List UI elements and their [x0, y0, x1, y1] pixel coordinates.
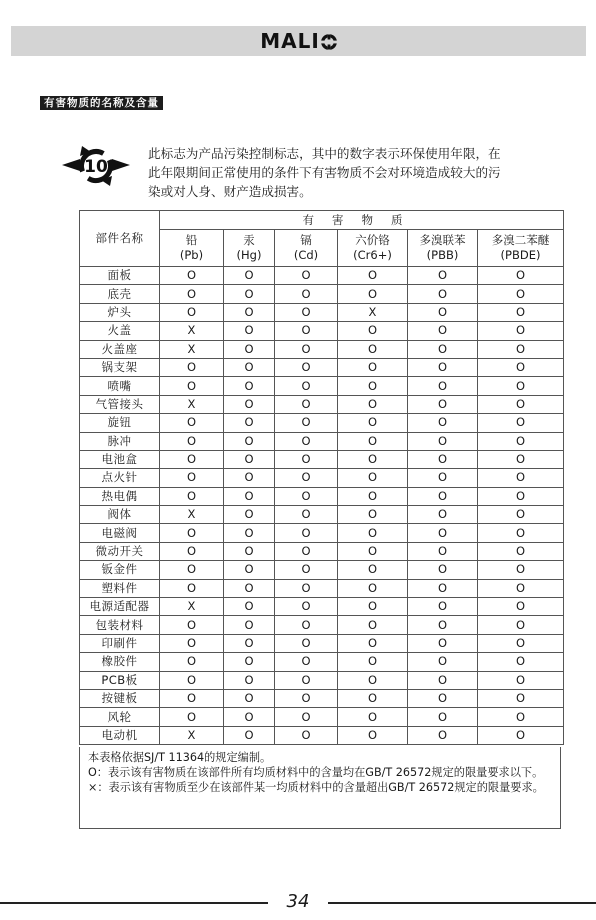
substance-value-cell: O [478, 634, 564, 652]
part-name-cell: 底壳 [80, 285, 160, 303]
substance-value-cell: O [338, 506, 408, 524]
table-row [80, 487, 564, 505]
table-row [80, 671, 564, 689]
intro-line-2: 此年限期间正常使用的条件下有害物质不会对环境造成较大的污 [148, 165, 501, 180]
part-name-cell: 按键板 [80, 689, 160, 707]
substance-value-cell: O [478, 579, 564, 597]
table-row [80, 450, 564, 468]
substance-value-cell: O [478, 469, 564, 487]
substance-value-cell: O [160, 653, 224, 671]
substance-value-cell: O [160, 432, 224, 450]
part-name-cell: 电磁阀 [80, 524, 160, 542]
substance-value-cell: O [478, 432, 564, 450]
table-row [80, 561, 564, 579]
substance-value-cell: O [224, 653, 275, 671]
substance-value-cell: O [408, 432, 478, 450]
substance-value-cell: O [408, 303, 478, 321]
table-row [80, 689, 564, 707]
note-x-meaning: ×：表示该有害物质至少在该部件某一均质材料中的含量超出GB/T 26572规定的限量要求。 [88, 780, 544, 794]
substance-value-cell: O [224, 524, 275, 542]
substance-value-cell: O [224, 303, 275, 321]
substance-value-cell: X [338, 303, 408, 321]
substance-value-cell: O [275, 322, 338, 340]
substance-value-cell: O [478, 450, 564, 468]
intro-paragraph [148, 144, 566, 201]
substance-header-3 [338, 230, 408, 267]
header-bar [11, 26, 586, 56]
substance-name: 镉 [300, 233, 312, 247]
substance-header-5 [478, 230, 564, 267]
substance-name: 汞 [243, 233, 255, 247]
substance-value-cell: O [275, 726, 338, 744]
substance-symbol: (Cd) [293, 248, 319, 262]
substance-value-cell: O [275, 616, 338, 634]
substance-value-cell: O [478, 671, 564, 689]
table-row [80, 634, 564, 652]
substance-value-cell: O [275, 506, 338, 524]
substance-value-cell: O [160, 414, 224, 432]
substance-value-cell: X [160, 726, 224, 744]
substance-value-cell: O [224, 561, 275, 579]
substance-value-cell: O [408, 322, 478, 340]
substance-value-cell: O [478, 340, 564, 358]
table-row [80, 267, 564, 285]
substance-value-cell: O [224, 450, 275, 468]
substance-value-cell: O [408, 340, 478, 358]
substance-value-cell: O [408, 616, 478, 634]
section-title: 有害物质的名称及含量 [40, 96, 163, 110]
part-name-cell: 锅支架 [80, 358, 160, 376]
brand-logo [11, 29, 586, 53]
table-row [80, 726, 564, 744]
substance-value-cell: O [478, 303, 564, 321]
parts-column-header: 部件名称 [80, 211, 160, 267]
table-row [80, 414, 564, 432]
table-row [80, 598, 564, 616]
substance-value-cell: O [478, 542, 564, 560]
substance-value-cell: O [338, 653, 408, 671]
part-name-cell: 阀体 [80, 506, 160, 524]
substance-value-cell: O [478, 726, 564, 744]
substance-value-cell: O [224, 616, 275, 634]
substance-value-cell: O [338, 598, 408, 616]
table-row [80, 524, 564, 542]
substance-value-cell: O [408, 542, 478, 560]
substance-value-cell: O [338, 377, 408, 395]
substance-value-cell: O [275, 579, 338, 597]
substance-value-cell: O [160, 689, 224, 707]
substance-value-cell: O [478, 653, 564, 671]
substance-header-4 [408, 230, 478, 267]
part-name-cell: 电动机 [80, 726, 160, 744]
substance-value-cell: O [408, 579, 478, 597]
substance-header-2 [275, 230, 338, 267]
substances-group-header: 有害物质 [160, 211, 564, 230]
part-name-cell: 旋钮 [80, 414, 160, 432]
table-row [80, 616, 564, 634]
substance-value-cell: O [275, 487, 338, 505]
substance-value-cell: O [275, 653, 338, 671]
substance-value-cell: O [224, 414, 275, 432]
substance-value-cell: O [338, 524, 408, 542]
substance-value-cell: O [224, 542, 275, 560]
substance-value-cell: O [275, 450, 338, 468]
efup-years-label: 10 [84, 157, 108, 177]
substance-value-cell: O [224, 487, 275, 505]
substance-value-cell: O [408, 653, 478, 671]
substance-value-cell: O [224, 322, 275, 340]
substance-value-cell: O [478, 322, 564, 340]
table-row [80, 579, 564, 597]
substance-value-cell: O [478, 524, 564, 542]
substance-value-cell: O [478, 598, 564, 616]
substance-value-cell: X [160, 340, 224, 358]
substance-value-cell: O [275, 358, 338, 376]
part-name-cell: PCB板 [80, 671, 160, 689]
substance-value-cell: O [408, 377, 478, 395]
substance-value-cell: O [275, 542, 338, 560]
substance-value-cell: O [478, 616, 564, 634]
part-name-cell: 风轮 [80, 708, 160, 726]
part-name-cell: 炉头 [80, 303, 160, 321]
substance-value-cell: O [160, 542, 224, 560]
substance-value-cell: O [408, 726, 478, 744]
substance-value-cell: O [275, 395, 338, 413]
substance-value-cell: O [275, 634, 338, 652]
table-row [80, 542, 564, 560]
hazardous-substances-table [79, 210, 564, 745]
substance-value-cell: X [160, 395, 224, 413]
substance-value-cell: O [275, 708, 338, 726]
substance-value-cell: O [338, 450, 408, 468]
substance-value-cell: O [338, 267, 408, 285]
substance-value-cell: O [478, 689, 564, 707]
substance-header-1 [224, 230, 275, 267]
substance-value-cell: O [408, 634, 478, 652]
part-name-cell: 电源适配器 [80, 598, 160, 616]
substance-value-cell: O [160, 524, 224, 542]
substance-value-cell: O [338, 358, 408, 376]
substance-value-cell: X [160, 322, 224, 340]
substance-value-cell: O [275, 671, 338, 689]
substance-value-cell: O [275, 469, 338, 487]
table-notes [79, 747, 561, 829]
footer-rule-left [0, 902, 268, 904]
substance-value-cell: O [338, 542, 408, 560]
substance-value-cell: O [224, 506, 275, 524]
substance-value-cell: O [224, 395, 275, 413]
brand-mark-icon [321, 34, 337, 50]
substance-symbol: (PBB) [426, 248, 459, 262]
substance-symbol: (Hg) [236, 248, 262, 262]
note-basis: 本表格依据SJ/T 11364的规定编制。 [88, 751, 272, 764]
substance-value-cell: O [224, 267, 275, 285]
substance-value-cell: O [338, 708, 408, 726]
substance-value-cell: O [275, 524, 338, 542]
substance-value-cell: O [224, 671, 275, 689]
substance-value-cell: O [224, 726, 275, 744]
substance-value-cell: O [338, 634, 408, 652]
substance-symbol: (Pb) [179, 248, 204, 262]
substance-value-cell: O [224, 340, 275, 358]
intro-line-3: 染或对人身、财产造成损害。 [148, 184, 312, 199]
substance-value-cell: O [408, 708, 478, 726]
table-row [80, 653, 564, 671]
substance-value-cell: O [338, 322, 408, 340]
substance-value-cell: O [275, 285, 338, 303]
substance-value-cell: O [275, 267, 338, 285]
substance-value-cell: O [478, 285, 564, 303]
substance-value-cell: O [478, 267, 564, 285]
part-name-cell: 钣金件 [80, 561, 160, 579]
substance-value-cell: O [478, 561, 564, 579]
substance-value-cell: O [160, 303, 224, 321]
substance-value-cell: O [275, 689, 338, 707]
substance-value-cell: O [478, 395, 564, 413]
substance-value-cell: O [160, 671, 224, 689]
substance-value-cell: O [275, 432, 338, 450]
substance-name: 多溴联苯 [419, 233, 466, 247]
substance-value-cell: O [408, 450, 478, 468]
substance-value-cell: O [224, 285, 275, 303]
part-name-cell: 面板 [80, 267, 160, 285]
substance-value-cell: O [338, 285, 408, 303]
substance-value-cell: O [224, 358, 275, 376]
table-header-row [80, 211, 564, 230]
part-name-cell: 微动开关 [80, 542, 160, 560]
table-row [80, 303, 564, 321]
substance-value-cell: O [408, 671, 478, 689]
substance-value-cell: O [224, 708, 275, 726]
substance-value-cell: O [408, 689, 478, 707]
substance-value-cell: O [408, 598, 478, 616]
substance-value-cell: X [160, 598, 224, 616]
table-body [80, 267, 564, 745]
substance-value-cell: O [224, 689, 275, 707]
table-row [80, 358, 564, 376]
substance-value-cell: O [160, 634, 224, 652]
substance-value-cell: O [338, 469, 408, 487]
substance-value-cell: O [408, 395, 478, 413]
substance-value-cell: O [478, 414, 564, 432]
substance-name: 多溴二苯醚 [491, 233, 550, 247]
part-name-cell: 热电偶 [80, 487, 160, 505]
substance-value-cell: O [160, 579, 224, 597]
substance-symbol: (Cr6+) [353, 248, 392, 262]
page-number: 34 [286, 891, 310, 912]
substance-value-cell: O [160, 285, 224, 303]
substance-value-cell: O [224, 598, 275, 616]
substance-value-cell: O [224, 377, 275, 395]
table-row [80, 285, 564, 303]
substance-name: 铅 [185, 233, 198, 247]
substance-value-cell: O [275, 561, 338, 579]
substance-value-cell: O [275, 414, 338, 432]
substance-value-cell: O [338, 395, 408, 413]
substance-value-cell: O [160, 469, 224, 487]
substance-value-cell: O [408, 469, 478, 487]
substance-value-cell: O [408, 285, 478, 303]
substance-value-cell: X [160, 506, 224, 524]
substance-value-cell: O [160, 450, 224, 468]
substance-value-cell: O [478, 506, 564, 524]
part-name-cell: 脉冲 [80, 432, 160, 450]
table-row [80, 340, 564, 358]
table-row [80, 377, 564, 395]
substance-value-cell: O [160, 561, 224, 579]
footer-rule-right [328, 902, 596, 904]
substance-value-cell: O [338, 561, 408, 579]
substance-value-cell: O [275, 340, 338, 358]
substance-value-cell: O [160, 377, 224, 395]
note-o-meaning: O：表示该有害物质在该部件所有均质材料中的含量均在GB/T 26572规定的限量要求以下。 [88, 765, 544, 779]
substance-value-cell: O [160, 616, 224, 634]
substance-value-cell: O [408, 561, 478, 579]
part-name-cell: 喷嘴 [80, 377, 160, 395]
substance-value-cell: O [408, 506, 478, 524]
substance-value-cell: O [338, 414, 408, 432]
intro-line-1: 此标志为产品污染控制标志，其中的数字表示环保使用年限，在 [148, 146, 501, 161]
substance-value-cell: O [338, 616, 408, 634]
table-row [80, 322, 564, 340]
substance-value-cell: O [338, 726, 408, 744]
table-row [80, 432, 564, 450]
table-row [80, 506, 564, 524]
substance-value-cell: O [224, 579, 275, 597]
substance-symbol: (PBDE) [500, 248, 541, 262]
substance-value-cell: O [478, 358, 564, 376]
part-name-cell: 点火针 [80, 469, 160, 487]
substance-value-cell: O [478, 708, 564, 726]
substance-value-cell: O [338, 689, 408, 707]
part-name-cell: 塑料件 [80, 579, 160, 597]
substance-value-cell: O [275, 377, 338, 395]
substance-value-cell: O [408, 267, 478, 285]
part-name-cell: 火盖 [80, 322, 160, 340]
substance-value-cell: O [160, 267, 224, 285]
part-name-cell: 印刷件 [80, 634, 160, 652]
substance-value-cell: O [338, 579, 408, 597]
substance-value-cell: O [478, 377, 564, 395]
substance-value-cell: O [408, 358, 478, 376]
brand-name: MALI [260, 29, 320, 53]
table-row [80, 395, 564, 413]
part-name-cell: 包装材料 [80, 616, 160, 634]
efup-logo-icon [58, 141, 134, 191]
substance-value-cell: O [338, 671, 408, 689]
substance-value-cell: O [160, 708, 224, 726]
part-name-cell: 橡胶件 [80, 653, 160, 671]
table-row [80, 469, 564, 487]
substance-value-cell: O [160, 487, 224, 505]
part-name-cell: 火盖座 [80, 340, 160, 358]
substance-value-cell: O [160, 358, 224, 376]
substance-value-cell: O [338, 432, 408, 450]
table-row [80, 708, 564, 726]
substance-value-cell: O [338, 487, 408, 505]
substance-value-cell: O [275, 303, 338, 321]
substance-header-0 [160, 230, 224, 267]
substance-value-cell: O [275, 598, 338, 616]
part-name-cell: 气管接头 [80, 395, 160, 413]
substance-value-cell: O [338, 340, 408, 358]
substance-value-cell: O [478, 487, 564, 505]
substance-value-cell: O [224, 469, 275, 487]
part-name-cell: 电池盒 [80, 450, 160, 468]
substance-value-cell: O [408, 524, 478, 542]
substance-name: 六价铬 [355, 233, 390, 247]
substance-value-cell: O [408, 414, 478, 432]
substance-value-cell: O [408, 487, 478, 505]
substance-value-cell: O [224, 432, 275, 450]
substance-value-cell: O [224, 634, 275, 652]
